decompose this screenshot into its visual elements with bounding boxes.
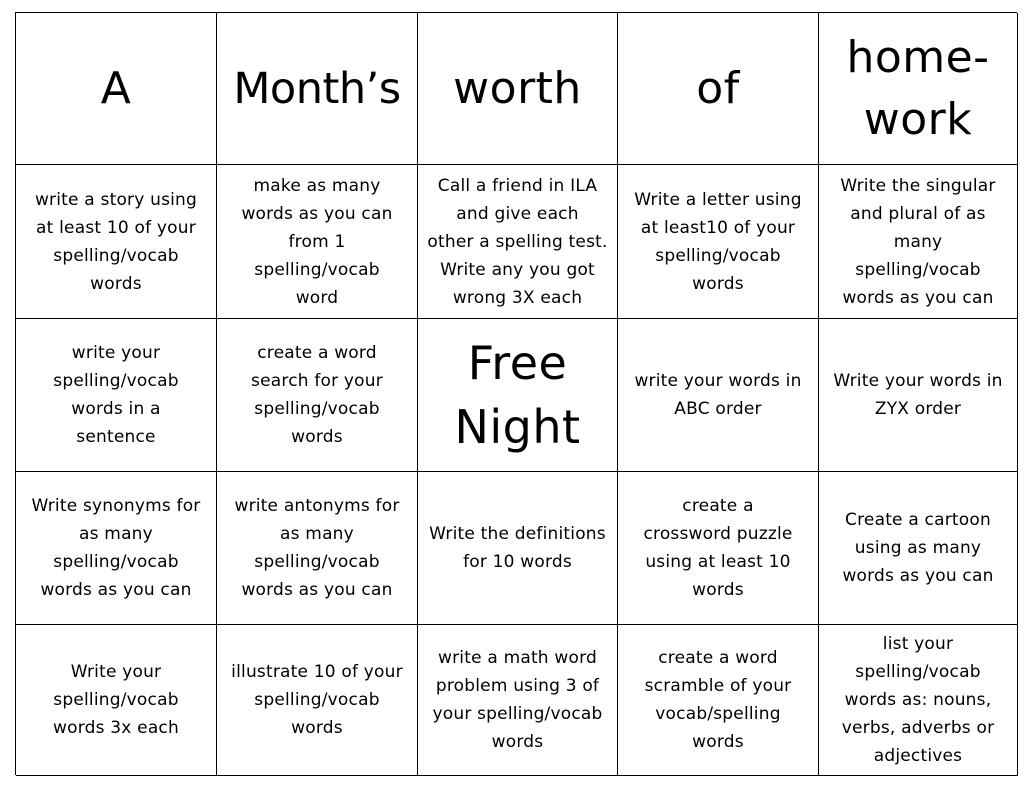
activity-text: write a story using at least 10 of your spelling/vocab words	[34, 189, 198, 294]
header-cell	[618, 13, 819, 165]
header-cell	[819, 13, 1018, 165]
activity-cell	[418, 625, 618, 776]
activity-cell	[418, 165, 618, 319]
activity-text: Write your words in ZYX order	[833, 371, 1003, 419]
free-night-cell	[418, 319, 618, 472]
activity-cell	[16, 625, 217, 776]
activity-cell	[217, 319, 418, 472]
activity-text: write a math word problem using 3 of your spelling/vocab words	[432, 648, 603, 752]
activity-cell	[418, 472, 618, 625]
header-cell	[217, 13, 418, 165]
header-cell	[418, 13, 618, 165]
activity-cell	[618, 472, 819, 625]
activity-text: make as many words as you can from 1 spelling/vocab word	[241, 175, 393, 308]
activity-text: create a word search for your spelling/vocab words	[251, 343, 383, 447]
activity-text: create a crossword puzzle using at least 10 words	[643, 496, 793, 600]
header-text: A	[100, 62, 132, 114]
activity-text: illustrate 10 of your spelling/vocab words	[231, 662, 403, 738]
activity-text: Write your spelling/vocab words 3x each	[53, 662, 179, 738]
activity-cell	[16, 472, 217, 625]
header-text: Month’s	[233, 63, 401, 114]
activity-text: Write synonyms for as many spelling/vocab words as you can	[31, 496, 201, 600]
activity-cell	[819, 625, 1018, 776]
header-cell	[16, 13, 217, 165]
activity-cell	[16, 165, 217, 319]
activity-cell	[16, 319, 217, 472]
activity-cell	[819, 165, 1018, 319]
activity-text: Write a letter using at least10 of your spelling/vocab words	[634, 189, 802, 294]
activity-text: write your spelling/vocab words in a sentence	[53, 343, 179, 447]
activity-text: list your spelling/vocab words as: nouns, verbs, adverbs or adjectives	[841, 634, 995, 766]
free-night-text: Free Night	[454, 336, 581, 454]
activity-text: create a word scramble of your vocab/spelling words	[644, 648, 792, 752]
activity-text: Write the definitions for 10 words	[429, 524, 606, 572]
activity-cell	[819, 472, 1018, 625]
homework-grid	[15, 12, 1017, 775]
activity-text: Create a cartoon using as many words as you can	[842, 510, 994, 586]
activity-text: Call a friend in ILA and give each other a spelling test. Write any you got wrong 3X each	[427, 175, 608, 308]
activity-text: write antonyms for as many spelling/vocab words as you can	[234, 496, 400, 600]
header-text: worth	[453, 62, 582, 114]
activity-cell	[618, 319, 819, 472]
activity-cell	[819, 319, 1018, 472]
activity-text: write your words in ABC order	[634, 371, 802, 419]
activity-cell	[217, 625, 418, 776]
activity-cell	[217, 165, 418, 319]
header-text: of	[696, 62, 740, 114]
activity-cell	[618, 625, 819, 776]
activity-cell	[217, 472, 418, 625]
activity-text: Write the singular and plural of as many spelling/vocab words as you can	[840, 175, 996, 308]
header-text: home- work	[846, 31, 990, 145]
activity-cell	[618, 165, 819, 319]
